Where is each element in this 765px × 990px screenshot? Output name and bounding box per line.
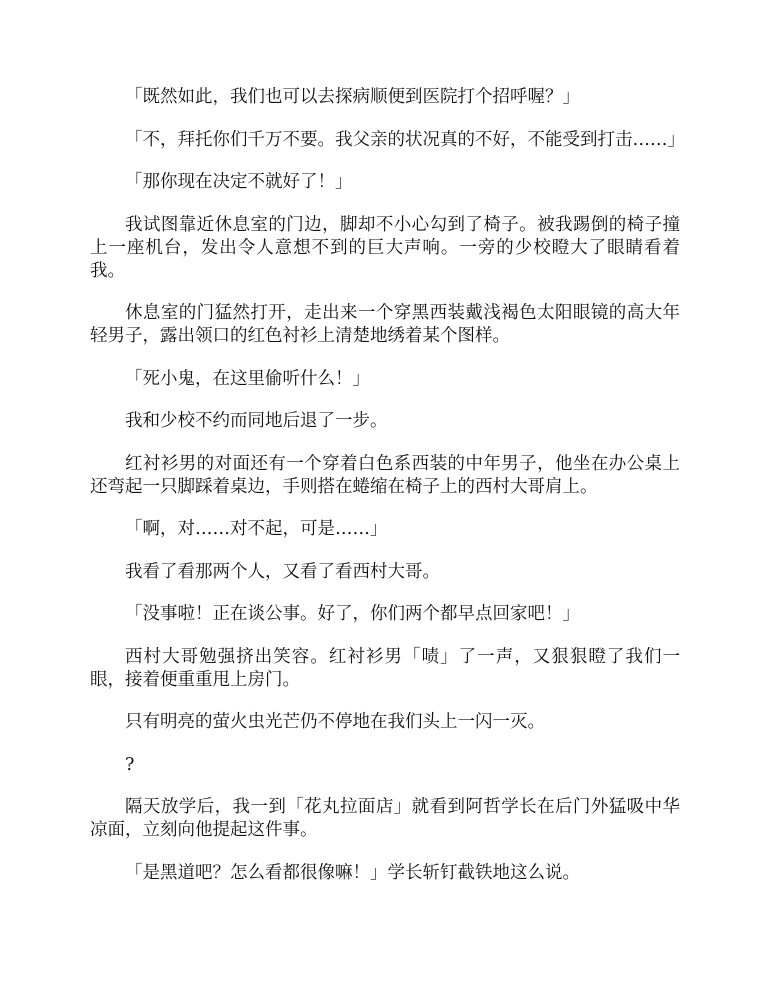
paragraph: 「是黑道吧？怎么看都很像嘛！」学长斩钉截铁地这么说。 — [125, 862, 580, 883]
paragraph: 我看了看那两个人，又看了看西村大哥。 — [125, 561, 440, 582]
section-break: ? — [125, 754, 135, 775]
paragraph: 西村大哥勉强挤出笑容。红衬衫男「啧」了一声，又狠狠瞪了我们一眼，接着便重重甩上房门。 — [90, 646, 680, 690]
paragraph: 「没事啦！正在谈公事。好了，你们两个都早点回家吧！」 — [125, 604, 580, 624]
paragraph: 「那你现在决定不就好了！」 — [125, 172, 353, 192]
document-page — [90, 86, 685, 904]
paragraph: 只有明亮的萤火虫光芒仍不停地在我们头上一闪一灭。 — [125, 712, 545, 732]
paragraph: 休息室的门猛然打开，走出来一个穿黑西装戴浅褐色太阳眼镜的高大年轻男子，露出领口的红色衬衫上清楚地绣着某个图样。 — [90, 303, 680, 346]
paragraph: 「啊，对……对不起，可是……」 — [125, 519, 388, 539]
paragraph: 「不，拜托你们千万不要。我父亲的状况真的不好，不能受到打击……」 — [125, 129, 685, 150]
paragraph: 「既然如此，我们也可以去探病顺便到医院打个招呼喔？」 — [125, 87, 580, 107]
paragraph: 隔天放学后，我一到「花丸拉面店」就看到阿哲学长在后门外猛吸中华凉面，立刻向他提起这件事。 — [90, 797, 680, 840]
paragraph: 红衬衫男的对面还有一个穿着白色系西装的中年男子，他坐在办公桌上还弯起一只脚踩着桌边，手则搭在蜷缩在椅子上的西村大哥肩上。 — [90, 453, 680, 497]
paragraph: 「死小鬼，在这里偷听什么！」 — [125, 368, 370, 389]
paragraph: 我试图靠近休息室的门边，脚却不小心勾到了椅子。被我踢倒的椅子撞上一座机台，发出令人意想不到的巨大声响。一旁的少校瞪大了眼睛看着我。 — [90, 214, 680, 281]
paragraph: 我和少校不约而同地后退了一步。 — [125, 411, 388, 431]
